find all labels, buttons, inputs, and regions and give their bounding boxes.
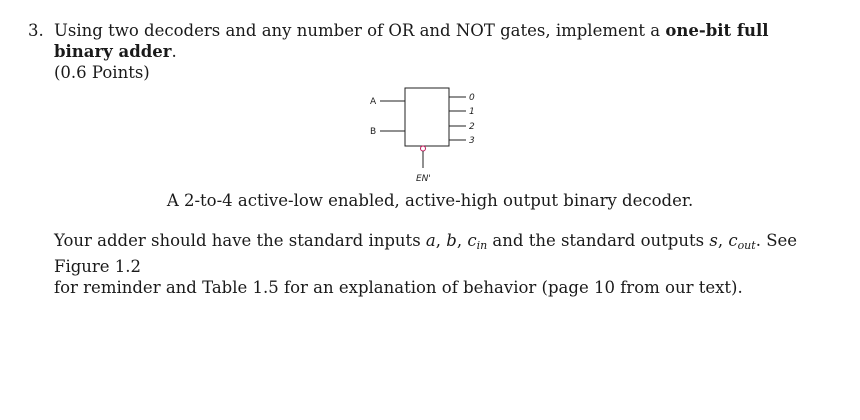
question-text-end: .: [171, 42, 177, 61]
question-bold-term: one-bit full binary adder: [54, 21, 769, 61]
output-2-label: 2: [469, 122, 475, 132]
input-a-label: A: [370, 97, 377, 107]
paragraph-line-1: [54, 230, 844, 277]
var-cout-subscript: out: [737, 239, 756, 252]
para-text-2: and the standard outputs: [487, 231, 710, 250]
decoder-box: [405, 88, 449, 146]
question-text-start: Using two decoders and any number of OR and NOT gates, implement a: [54, 21, 666, 40]
decoder-figure: [360, 84, 500, 188]
question-number: 3.: [28, 21, 44, 40]
output-1-label: 1: [469, 107, 475, 117]
var-cin-subscript: in: [476, 239, 488, 252]
paragraph-line-2: for reminder and Table 1.5 for an explanation of behavior (page 10 from our text).: [54, 278, 743, 297]
var-s: s: [709, 231, 718, 250]
figure-caption: A 2-to-4 active-low enabled, active-high output binary decoder.: [166, 191, 694, 210]
input-b-label: B: [370, 127, 377, 137]
question-text: [54, 20, 828, 62]
var-c-out: c: [728, 231, 738, 250]
question-block: [28, 20, 828, 83]
decoder-diagram: [360, 84, 500, 188]
var-cout: [728, 231, 755, 250]
var-c: c: [467, 231, 477, 250]
var-b: b: [446, 231, 457, 250]
para-text-3: . See Figure 1.2: [54, 231, 798, 276]
var-cin: [467, 231, 487, 250]
output-3-label: 3: [469, 136, 475, 146]
comma-2: ,: [456, 231, 468, 250]
question-points: (0.6 Points): [54, 63, 150, 82]
para-text-1: Your adder should have the standard inputs: [54, 231, 426, 250]
comma-1: ,: [435, 231, 447, 250]
output-0-label: 0: [469, 93, 475, 103]
instruction-paragraph: [54, 230, 844, 298]
enable-label: EN': [416, 174, 431, 184]
var-a: a: [425, 231, 436, 250]
comma-3: ,: [717, 231, 729, 250]
enable-bubble: [421, 146, 426, 151]
